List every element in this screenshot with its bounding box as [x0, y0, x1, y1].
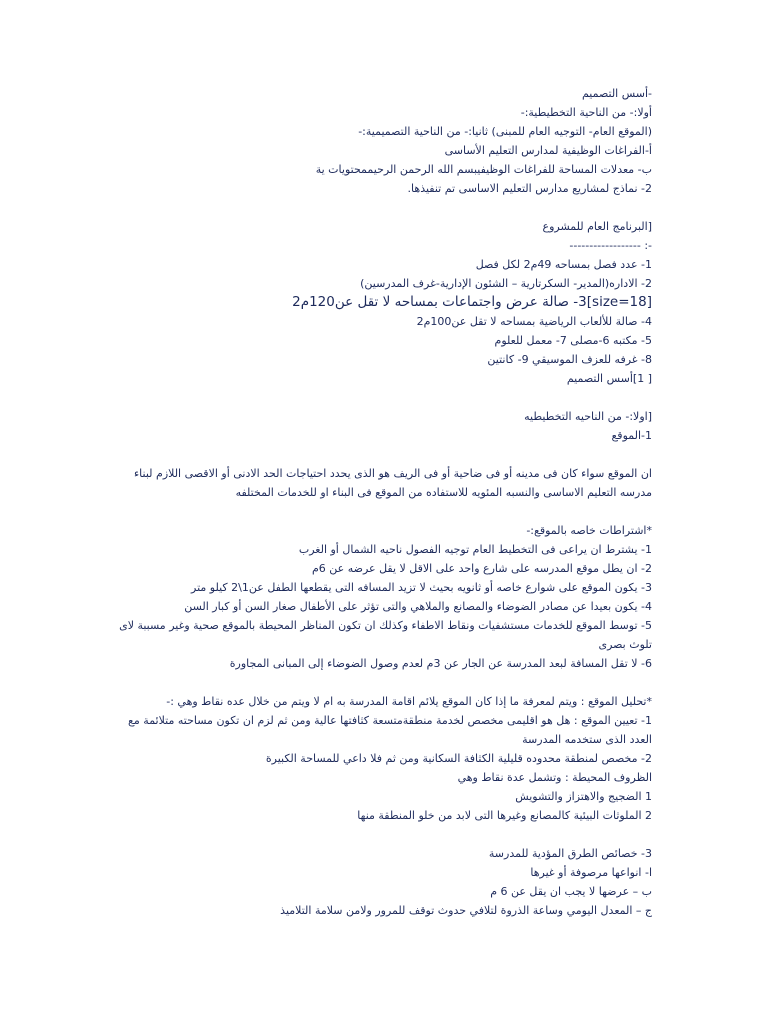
- heading-surroundings: الظروف المحيطة : وتشمل عدة نقاط وهي: [457, 771, 652, 784]
- spacer: [112, 445, 652, 464]
- list-item: 5- مكتبه 6-مصلى 7- معمل للعلوم: [494, 334, 652, 347]
- spacer: [112, 502, 652, 521]
- list-item: 1- تعيين الموقع : هل هو اقليمى مخصص لخدمة منطقةمتسعة كثافتها عالية ومن ثم لزم ان تكون مساحته متلائمة مع العدد الذى ستخدمه المدرسة: [128, 714, 652, 746]
- text-line: ب- معدلات المساحة للفراغات الوظيفيبسم الله الرحمن الرحيممحتويات ية: [315, 163, 652, 176]
- list-item: 2- ان يطل موقع المدرسه على شارع واحد على الاقل لا يقل عرضه عن 6م: [311, 562, 652, 575]
- list-item: [ 1]أسس التصميم: [566, 372, 652, 385]
- list-item: [size=18]3- صالة عرض واجتماعات بمساحه لا تقل عن120م2: [292, 294, 652, 310]
- list-item: 4- صالة للألعاب الرياضية بمساحه لا تقل عن100م2: [416, 315, 652, 328]
- spacer: [112, 825, 652, 844]
- spacer: [112, 198, 652, 217]
- heading-planning-aspect: أولا:- من الناحية التخطيطية:-: [520, 106, 652, 119]
- text-line: أ-الفراغات الوظيفية لمدارس التعليم الأساسى: [444, 144, 652, 157]
- heading-roads: 3- خصائص الطرق المؤدية للمدرسة: [488, 847, 652, 860]
- list-item: 2 الملوثات البيئية كالمصانع وغيرها التى لابد من خلو المنطقة منها: [357, 809, 652, 822]
- list-item: 3- يكون الموقع على شوارع خاصه أو ثانويه بحيث لا تزيد المسافه التى يقطعها الطفل عن1\2 كيلو متر: [191, 581, 652, 594]
- heading-planning: [اولا:- من الناحيه التخطيطيه: [524, 410, 652, 423]
- spacer: [112, 388, 652, 407]
- list-item: ج – المعدل اليومي وساعة الذروة لتلافي حدوث توقف للمرور ولامن سلامة التلاميذ: [280, 904, 652, 917]
- heading-site: 1-الموقع: [611, 429, 652, 442]
- separator-line: -: ------------------: [569, 239, 652, 252]
- list-item: 8- غرفه للعزف الموسيقي 9- كانتين: [487, 353, 652, 366]
- list-item: 6- لا تقل المسافة لبعد المدرسة عن الجار عن 3م لعدم وصول الضوضاء إلى المبانى المجاورة: [229, 657, 652, 670]
- text-line: (الموقع العام- التوجيه العام للمبنى) ثانيا:- من الناحية التصميمية:-: [358, 125, 652, 138]
- list-item: 2- الاداره(المدير- السكرتارية – الشئون الإدارية-غرف المدرسين): [360, 277, 652, 290]
- list-item: ب – عرضها لا يجب ان يقل عن 6 م: [490, 885, 652, 898]
- heading-site-analysis: *تحليل الموقع : ويتم لمعرفة ما إذا كان الموقع يلائم اقامة المدرسة به ام لا ويتم من خلال عده نقاط وهي :-: [166, 695, 652, 708]
- list-item: 1- يشترط ان يراعى فى التخطيط العام توجيه الفصول ناحيه الشمال أو الغرب: [298, 543, 652, 556]
- list-item: ا- انواعها مرصوفة أو غيرها: [530, 866, 652, 879]
- list-item: 1- عدد فصل بمساحه 49م2 لكل فصل: [475, 258, 652, 271]
- list-item: 2- مخصص لمنطقة محدوده قليلية الكثافة السكانية ومن ثم فلا داعي للمساحة الكبيرة: [265, 752, 652, 765]
- heading-design-basis: -أسس التصميم: [581, 87, 652, 100]
- document-body: [112, 84, 652, 920]
- list-item: 1 الضجيج والاهتزاز والتشويش: [515, 790, 652, 803]
- list-item: 5- توسط الموقع للخدمات مستشفيات ونقاط الاطفاء وكذلك ان تكون المناظر المحيطة بالموقع صحية وغير مسببة لاى تلوث بصرى: [119, 619, 652, 651]
- heading-site-conditions: *اشتراطات خاصه بالموقع:-: [526, 524, 652, 537]
- spacer: [112, 673, 652, 692]
- heading-general-program: [البرنامج العام للمشروع: [542, 220, 652, 233]
- list-item: 4- يكون بعيدا عن مصادر الضوضاء والمصانع والملاهي والتى تؤثر على الأطفال صغار السن أو كبار السن: [184, 600, 652, 613]
- paragraph-site: ان الموقع سواء كان فى مدينه أو فى ضاحية أو فى الريف هو الذى يحدد احتياجات الحد الادنى أو الاقصى اللازم لبناء مدرسه التعليم الاساسى والنسبه المئويه للاستفاده من الموقع فى البناء او للخدمات المختلفه: [134, 467, 652, 499]
- text-line: 2- نماذج لمشاريع مدارس التعليم الاساسى تم تنفيذها.: [407, 182, 652, 195]
